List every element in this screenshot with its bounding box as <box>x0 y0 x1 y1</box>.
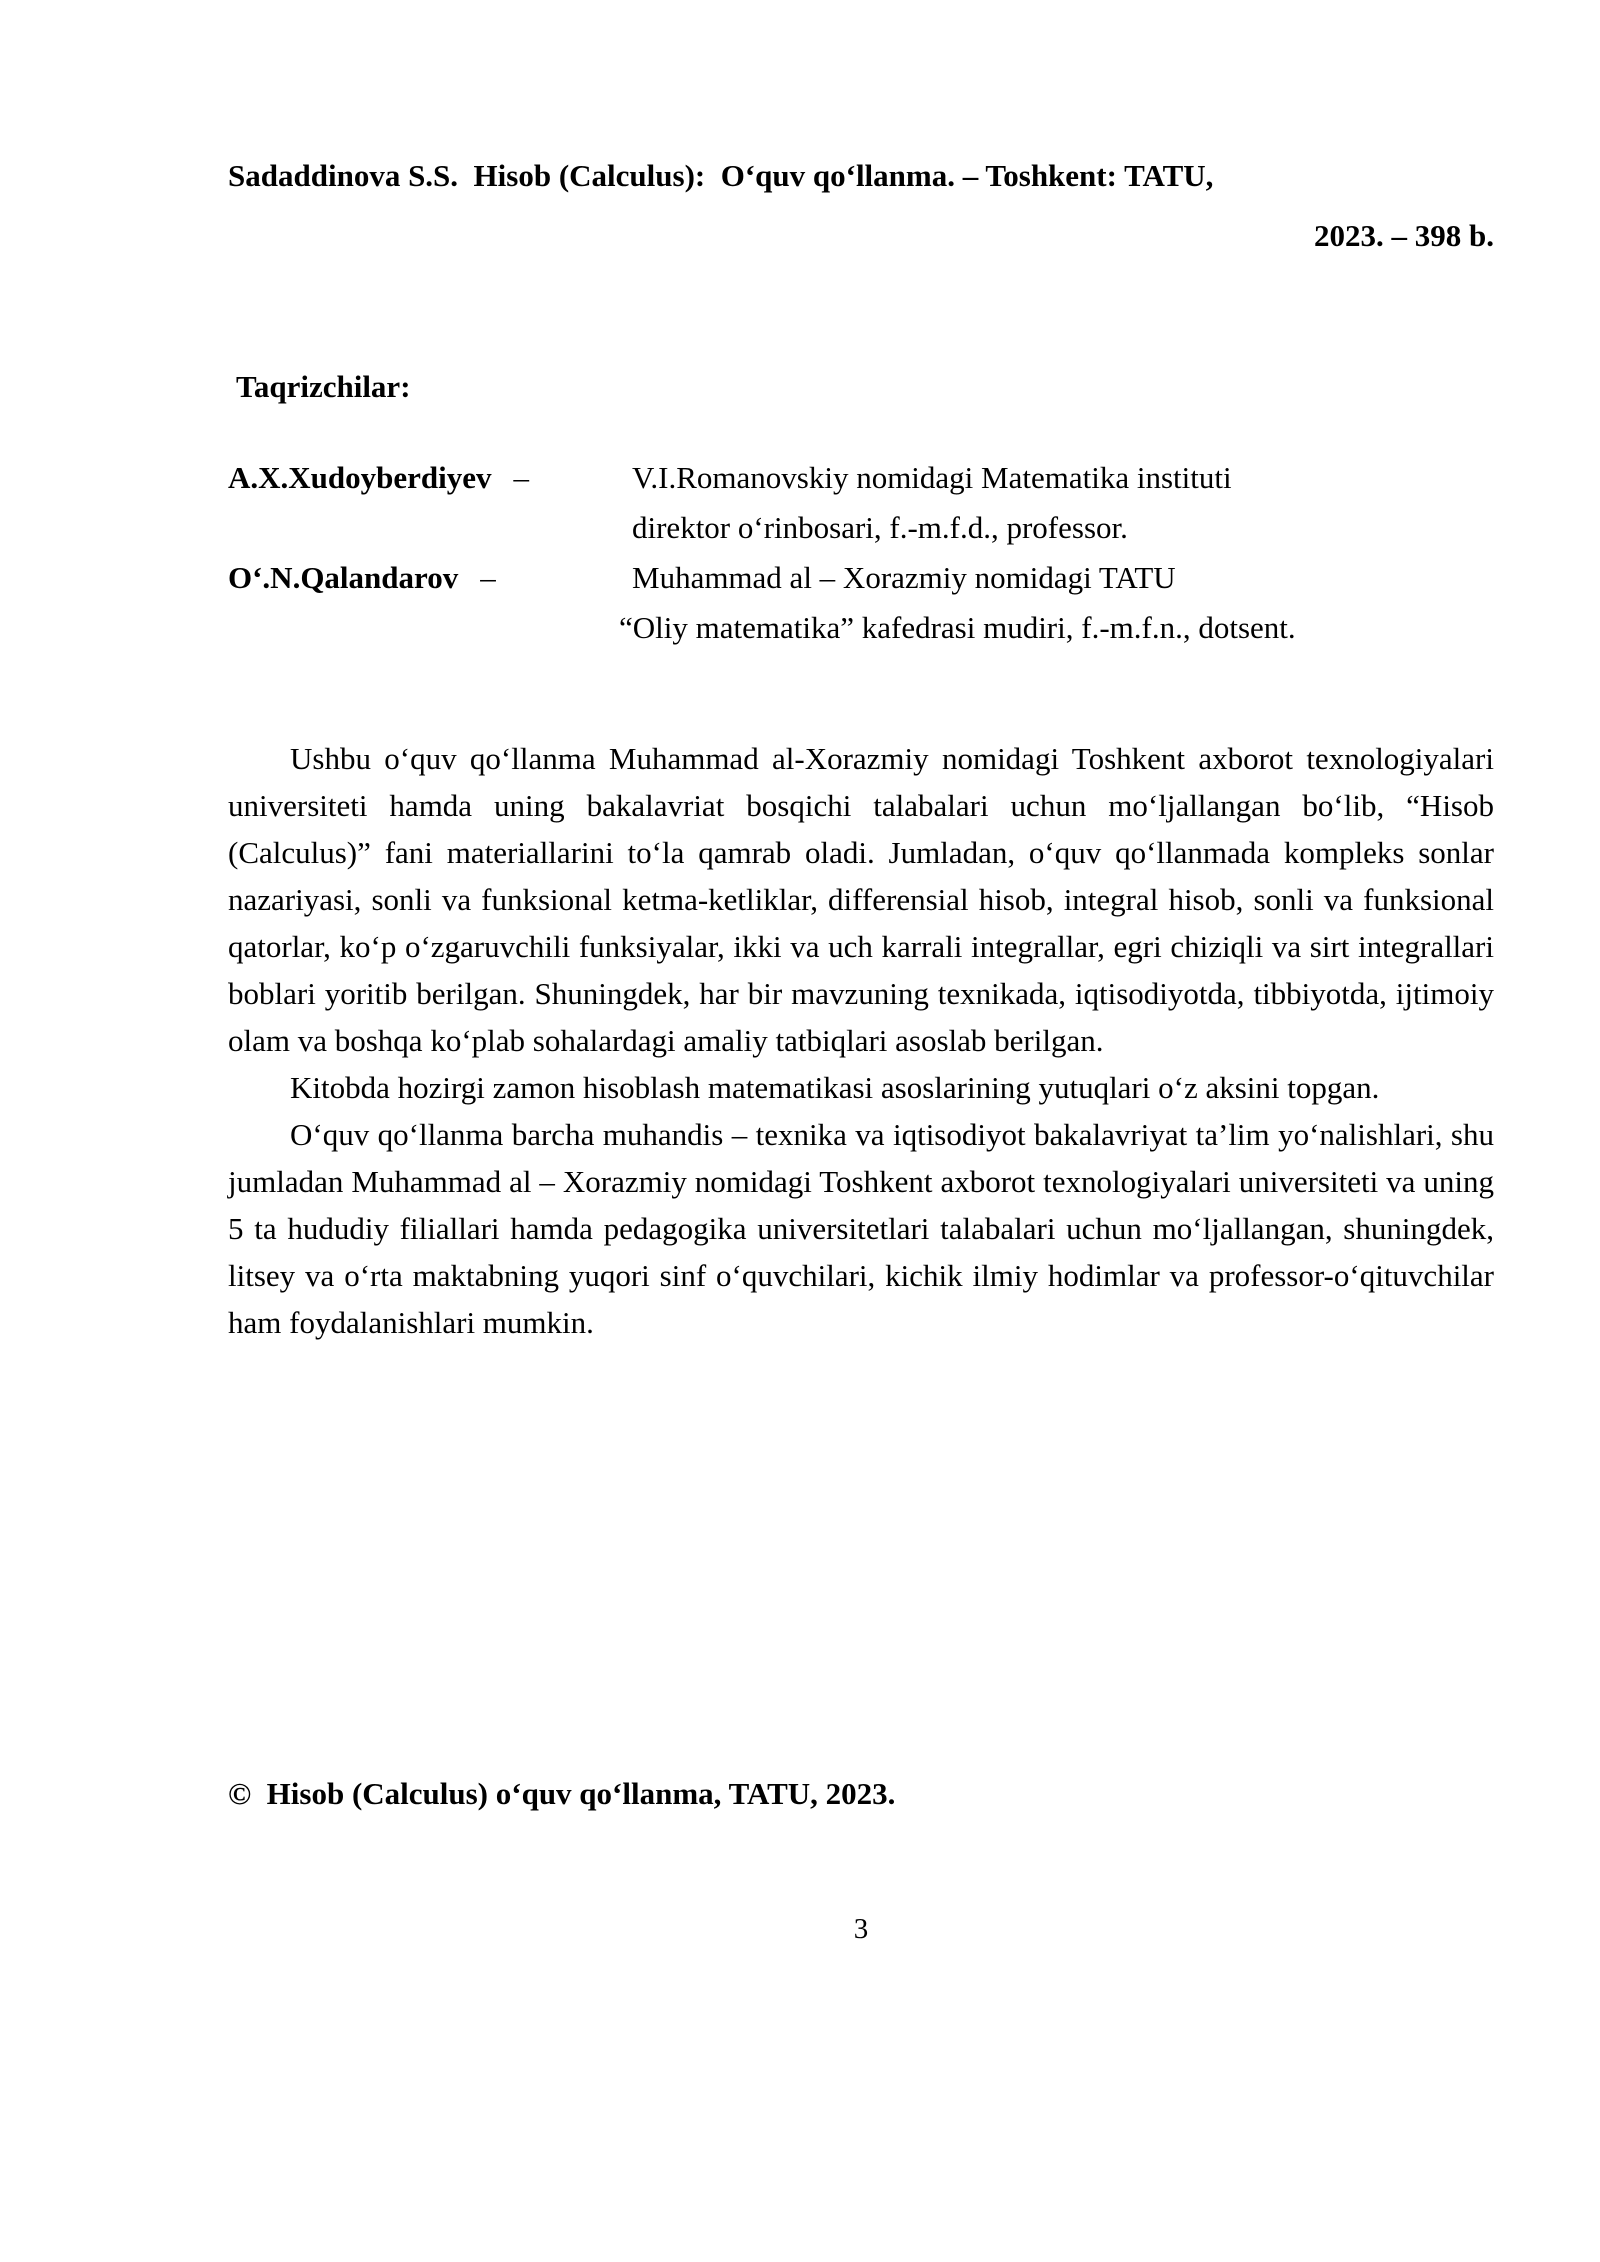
reviewer-description-line: direktor o‘rinbosari, f.-m.f.d., professor. <box>632 510 1128 545</box>
reviewer-description-line: Muhammad al – Xorazmiy nomidagi TATU <box>632 560 1176 595</box>
annotation-body <box>228 735 1494 1346</box>
reviewers-list <box>228 453 1494 653</box>
citation-year-pages: 2023. – 398 b. <box>1314 218 1494 253</box>
reviewer-name: A.X.Xudoyberdiyev <box>228 460 492 495</box>
body-paragraph: Kitobda hozirgi zamon hisoblash matematikasi asoslarining yutuqlari o‘z aksini topgan. <box>290 1070 1380 1105</box>
reviewer-name: O‘.N.Qalandarov <box>228 560 459 595</box>
copyright-line: © Hisob (Calculus) o‘quv qo‘llanma, TATU, 2023. <box>228 1776 896 1811</box>
citation-line: Sadaddinova S.S. Hisob (Calculus): O‘quv qo‘llanma. – Toshkent: TATU, <box>228 158 1214 193</box>
reviewer-description-line: V.I.Romanovskiy nomidagi Matematika instituti <box>632 460 1232 495</box>
reviewer-dash: – <box>480 560 496 595</box>
reviewer-name-cell-spacer <box>228 503 632 553</box>
reviewer-name-cell <box>228 453 632 503</box>
reviewers-heading: Taqrizchilar: <box>236 369 411 404</box>
page-number: 3 <box>853 1913 869 1945</box>
reviewer-name-cell-spacer <box>228 603 632 653</box>
body-paragraph: Ushbu o‘quv qo‘llanma Muhammad al-Xorazmiy nomidagi Toshkent axborot texnologiyalari universiteti hamda uning bakalavriat bosqichi talabalari uchun mo‘ljallangan bo‘lib, “Hisob (Calculus)” fani materiallarini to‘la qamrab oladi. Jumladan, o‘quv qo‘llanmada kompleks sonlar nazariyasi, sonli va funksional ketma-ketliklar, differensial hisob, integral hisob, sonli va funksional qatorlar, ko‘p o‘zgaruvchili funksiyalar, ikki va uch karrali integrallar, egri chiziqli va sirt integrallari boblari yoritib berilgan. Shuningdek, har bir mavzuning texnikada, iqtisodiyotda, tibbiyotda, ijtimoiy olam va boshqa ko‘plab sohalardagi amaliy tatbiqlari asoslab berilgan. <box>228 741 1494 1058</box>
reviewer-dash: – <box>513 460 530 495</box>
reviewer-name-cell <box>228 553 632 603</box>
reviewer-description-line: “Oliy matematika” kafedrasi mudiri, f.-m.f.n., dotsent. <box>619 610 1296 645</box>
body-paragraph: O‘quv qo‘llanma barcha muhandis – texnika va iqtisodiyot bakalavriyat ta’lim yo‘nalishlari, shu jumladan Muhammad al – Xorazmiy nomidagi Toshkent axborot texnologiyalari universiteti va uning 5 ta hududiy filiallari hamda pedagogika universitetlari talabalari uchun mo‘ljallangan, shuningdek, litsey va o‘rta maktabning yuqori sinf o‘quvchilari, kichik ilmiy hodimlar va professor-o‘qituvchilar ham foydalanishlari mumkin. <box>228 1117 1494 1340</box>
